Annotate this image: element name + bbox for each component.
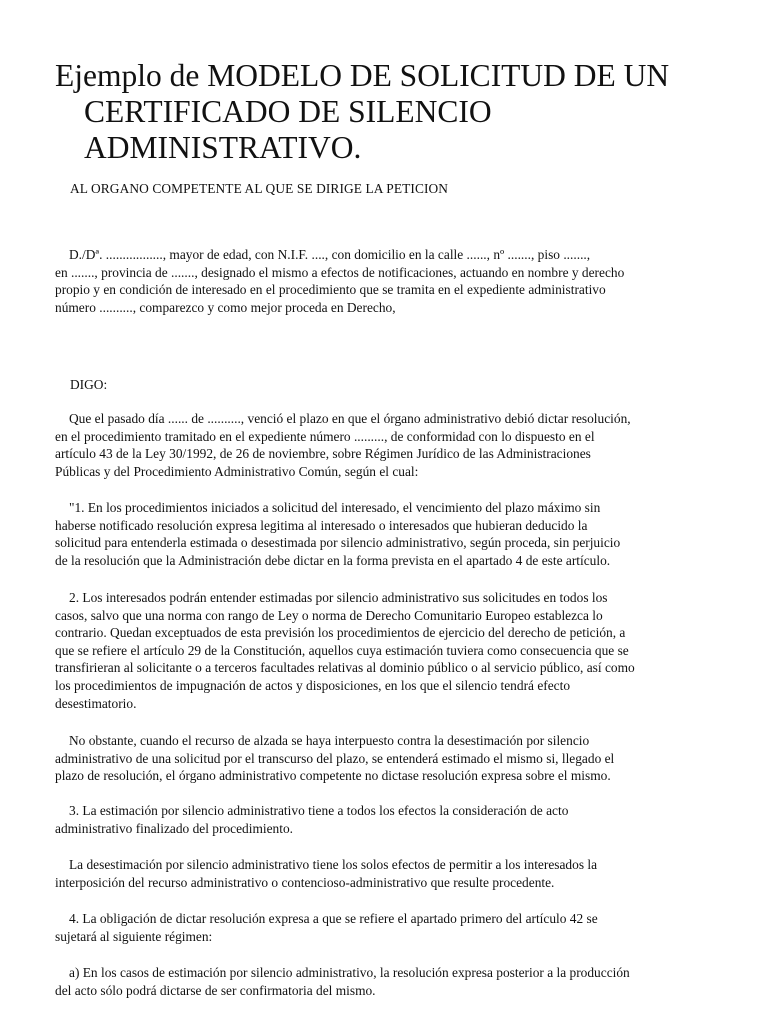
title-line: CERTIFICADO DE SILENCIO bbox=[84, 94, 492, 129]
text-line: de la resolución que la Administración debe dictar en la forma prevista en el apartado 4 de este artículo. bbox=[55, 552, 611, 568]
intro-paragraph bbox=[55, 246, 717, 316]
text-line: 3. La estimación por silencio administrativo tiene a todos los efectos la consideración de acto bbox=[69, 803, 569, 818]
title-line: Ejemplo de MODELO DE SOLICITUD DE UN bbox=[55, 58, 670, 93]
text-line: 4. La obligación de dictar resolución expresa a que se refiere el apartado primero del artículo 42 se bbox=[69, 911, 598, 926]
text-line: propio y en condición de interesado en el procedimiento que se tramita en el expediente administrativo bbox=[55, 282, 606, 298]
recipient-heading: AL ORGANO COMPETENTE AL QUE SE DIRIGE LA PETICION bbox=[70, 181, 449, 196]
digo-heading: DIGO: bbox=[70, 377, 108, 392]
text-line: Que el pasado día ...... de .........., venció el plazo en que el órgano administrativo debió dictar resolución, bbox=[69, 411, 631, 426]
text-line: "1. En los procedimientos iniciados a solicitud del interesado, el vencimiento del plazo máximo sin bbox=[69, 500, 601, 515]
que-paragraph bbox=[55, 410, 717, 480]
quote-paragraph-1 bbox=[55, 499, 717, 569]
text-line: desestimatorio. bbox=[55, 695, 137, 711]
title-line: ADMINISTRATIVO. bbox=[84, 130, 362, 165]
text-line: transfirieran al solicitante o a terceros facultades relativas al dominio público o al servicio público, así como bbox=[55, 660, 635, 676]
text-line: interposición del recurso administrativo o contencioso-administrativo que resulte procedente. bbox=[55, 874, 555, 890]
text-line: solicitud para entenderla estimada o desestimada por silencio administrativo, según proceda, sin perjuicio bbox=[55, 535, 621, 551]
text-line: del acto sólo podrá dictarse de ser confirmatoria del mismo. bbox=[55, 982, 376, 998]
text-line: contrario. Quedan exceptuados de esta previsión los procedimientos de ejercicio del derecho de petición, a bbox=[55, 625, 626, 641]
no-obstante-paragraph bbox=[55, 732, 717, 785]
quote-paragraph-3 bbox=[55, 802, 717, 837]
text-line: los procedimientos de impugnación de actos y disposiciones, en los que el silencio tendrá efecto bbox=[55, 677, 571, 693]
text-line: casos, salvo que una norma con rango de Ley o norma de Derecho Comunitario Europeo establezca lo bbox=[55, 607, 603, 623]
text-line: administrativo de una solicitud por el transcurso del plazo, se entenderá estimado el mismo si, llegado el bbox=[55, 750, 615, 766]
text-line: sujetará al siguiente régimen: bbox=[55, 928, 213, 944]
text-line: que se refiere el artículo 29 de la Constitución, aquellos cuya estimación tuviera como consecuencia que se bbox=[55, 642, 629, 658]
text-line: No obstante, cuando el recurso de alzada se haya interpuesto contra la desestimación por silencio bbox=[69, 733, 590, 748]
text-line: administrativo finalizado del procedimiento. bbox=[55, 820, 293, 836]
text-line: 2. Los interesados podrán entender estimadas por silencio administrativo sus solicitudes en todos los bbox=[69, 590, 608, 605]
desestimacion-paragraph bbox=[55, 856, 717, 891]
text-line: en el procedimiento tramitado en el expediente número ........., de conformidad con lo dispuesto en el bbox=[55, 428, 595, 444]
quote-paragraph-2 bbox=[55, 589, 717, 712]
text-line: haberse notificado resolución expresa legitima al interesado o interesados que hubieran deducido la bbox=[55, 517, 588, 533]
text-line: a) En los casos de estimación por silencio administrativo, la resolución expresa posterior a la producción bbox=[69, 965, 630, 980]
quote-paragraph-4 bbox=[55, 910, 717, 945]
text-line: Públicas y del Procedimiento Administrativo Común, según el cual: bbox=[55, 463, 419, 479]
text-line: número .........., comparezco y como mejor proceda en Derecho, bbox=[55, 299, 396, 315]
text-line: La desestimación por silencio administrativo tiene los solos efectos de permitir a los interesados la bbox=[69, 857, 598, 872]
text-line: plazo de resolución, el órgano administrativo competente no dictase resolución expresa sobre el mismo. bbox=[55, 768, 611, 784]
text-line: en ......., provincia de ......., designado el mismo a efectos de notificaciones, actuando en nombre y derecho bbox=[55, 264, 625, 280]
document-title bbox=[55, 58, 735, 166]
text-line: artículo 43 de la Ley 30/1992, de 26 de noviembre, sobre Régimen Jurídico de las Administraciones bbox=[55, 446, 591, 462]
quote-paragraph-4a bbox=[55, 964, 717, 999]
text-line: D./Dª. ................., mayor de edad, con N.I.F. ...., con domicilio en la calle ......, nº ......., piso ......., bbox=[69, 247, 591, 262]
